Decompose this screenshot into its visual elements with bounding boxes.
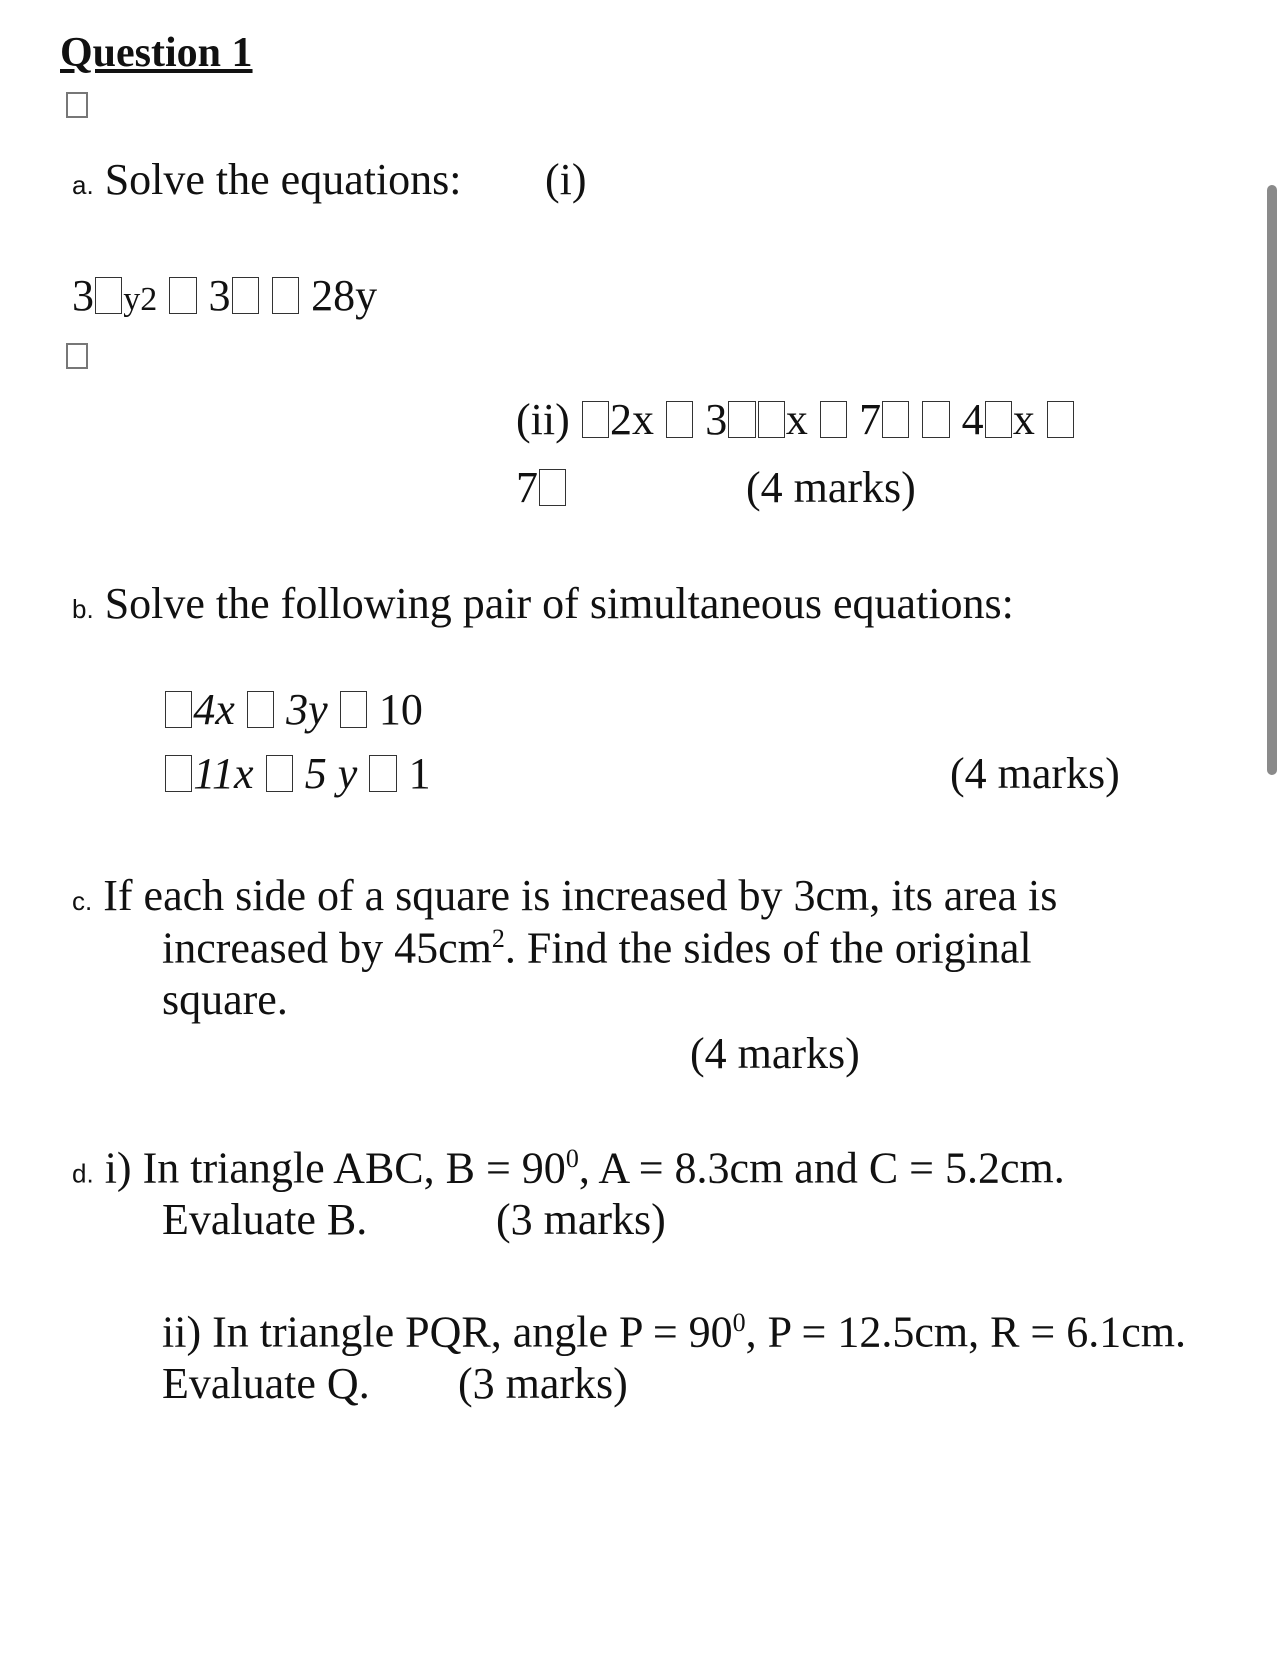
- missing-glyph-icon: [985, 401, 1012, 437]
- missing-glyph-icon: [95, 277, 122, 313]
- equation-i: 3 y2 3 28y: [72, 271, 378, 320]
- missing-glyph-icon: [272, 277, 299, 313]
- question-c-label: c.: [72, 886, 93, 916]
- missing-glyph-icon: [922, 401, 949, 437]
- marks-a: (4 marks): [746, 463, 916, 512]
- marks-d-ii: (3 marks): [458, 1359, 628, 1408]
- missing-glyph-icon: [369, 755, 396, 791]
- missing-glyph-icon: [728, 401, 755, 437]
- page-title: Question 1: [60, 30, 253, 76]
- missing-glyph-icon: [169, 277, 196, 313]
- question-d-ii-line1: ii) In triangle PQR, angle $P = 90^0$, P = 12.5cm, R = 6.1cm.: [162, 1307, 1186, 1357]
- marks-c: (4 marks): [690, 1029, 860, 1078]
- missing-glyph-icon: [165, 755, 192, 791]
- checkbox[interactable]: [66, 343, 88, 369]
- simultaneous-eq-1: 4x 3y 10: [164, 688, 423, 732]
- missing-glyph-icon: [232, 277, 259, 313]
- question-a-label: a.: [72, 170, 94, 200]
- question-c-line1: c. If each side of a square is increased by 3cm, its area is: [72, 871, 1058, 920]
- equation-ii-line1: (ii) 2x 3 x 7 4 x: [516, 398, 1075, 442]
- question-d-i-line1: d. i) In triangle ABC, $B = 90^0$, A = 8.3cm and C = 5.2cm.: [72, 1143, 1065, 1193]
- question-d-ii-line2: Evaluate Q.: [162, 1359, 370, 1408]
- question-b-label: b.: [72, 594, 94, 624]
- missing-glyph-icon: [1047, 401, 1074, 437]
- marks-d-i: (3 marks): [496, 1195, 666, 1244]
- simultaneous-eq-2: 11x 5 y 1: [164, 752, 431, 796]
- question-b-text: Solve the following pair of simultaneous equations:: [104, 579, 1014, 628]
- missing-glyph-icon: [582, 401, 609, 437]
- marks-b: (4 marks): [950, 749, 1120, 798]
- question-b: [72, 579, 1014, 628]
- missing-glyph-icon: [758, 401, 785, 437]
- question-c-line3: square.: [162, 975, 288, 1024]
- question-c-line2: increased by $45cm^2$. Find the sides of the original: [162, 923, 1032, 973]
- missing-glyph-icon: [882, 401, 909, 437]
- missing-glyph-icon: [340, 691, 367, 727]
- equation-ii-line2: 7: [516, 466, 567, 510]
- missing-glyph-icon: [666, 401, 693, 437]
- missing-glyph-icon: [820, 401, 847, 437]
- missing-glyph-icon: [165, 691, 192, 727]
- missing-glyph-icon: [539, 469, 566, 505]
- question-a-text: Solve the equations:: [104, 155, 462, 204]
- question-a: [72, 155, 462, 204]
- missing-glyph-icon: [266, 755, 293, 791]
- checkbox[interactable]: [66, 92, 88, 118]
- missing-glyph-icon: [247, 691, 274, 727]
- question-d-label: d.: [72, 1158, 94, 1189]
- part-i-label: (i): [545, 155, 587, 204]
- question-d-i-line2: Evaluate B.: [162, 1195, 368, 1244]
- vertical-scrollbar[interactable]: [1267, 185, 1277, 775]
- part-ii-label: (ii): [516, 395, 570, 444]
